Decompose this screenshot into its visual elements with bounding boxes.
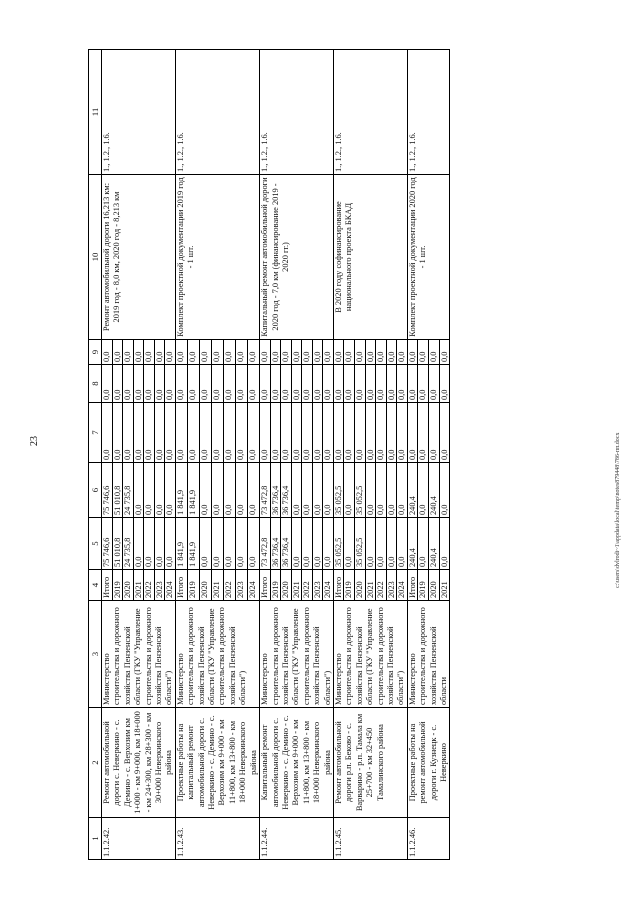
value-cell: 0,0 [102,403,113,463]
value-cell: 0,0 [355,365,366,403]
value-cell: 0,0 [439,340,450,365]
value-cell: 0,0 [376,518,387,570]
executor: Министерство строительства и дорожного хозяйства Пензенской области (ГКУ "Управление строительства и дорожного хозяйства Пензенской области") [102,601,176,708]
year-cell: 2024 [248,570,260,601]
value-cell: 0,0 [355,340,366,365]
activity-name: Проектные работы на ремонт автомобильной дороги г. Кузнецк - с. Неверкино [407,708,450,818]
executor: Министерство строительства и дорожного хозяйства Пензенской области (ГКУ "Управление строительства и дорожного хозяйства Пензенской области") [175,601,259,708]
result-note: Комплект проектной документации 2020 год - 1 шт. [407,175,450,340]
value-cell: 0,0 [102,340,113,365]
value-cell: 0,0 [133,340,144,365]
value-cell: 0,0 [211,340,223,365]
year-cell: 2023 [386,570,397,601]
value-cell: 0,0 [154,365,165,403]
year-cell: 2020 [429,570,440,601]
value-cell: 0,0 [236,518,248,570]
value-cell: 0,0 [199,365,211,403]
value-cell: 0,0 [302,403,313,463]
activity-name: Капитальный ремонт автомобильной дороги с. Неверкино - с. Демино - с. Верхозим км 9+000 - км 11+800, км 13+800 - км 18+000 Неверкинского района [260,708,334,818]
value-cell: 0,0 [211,463,223,518]
value-cell: 0,0 [270,403,281,463]
section-reference: 1., 1.2., 1.6. [175,50,259,175]
year-cell: 2020 [355,570,366,601]
value-cell: 0,0 [281,340,292,365]
item-number: 1.1.2.45. [333,818,407,860]
year-cell: 2021 [211,570,223,601]
result-note: Ремонт автомобильной дороги 16,213 км: 2019 год - 8,0 км, 2020 год - 8,213 км [102,175,176,340]
value-cell: 0,0 [418,340,429,365]
value-cell: 0,0 [165,518,176,570]
value-cell: 0,0 [144,403,155,463]
value-cell: 0,0 [211,365,223,403]
year-cell: 2023 [312,570,323,601]
item-number: 1.1.2.43. [175,818,259,860]
value-cell: 0,0 [112,365,123,403]
value-cell: 0,0 [260,340,271,365]
value-cell: 36 736,4 [281,518,292,570]
value-cell: 0,0 [236,403,248,463]
value-cell: 0,0 [223,403,235,463]
value-cell: 0,0 [133,365,144,403]
year-cell: 2019 [187,570,199,601]
value-cell: 0,0 [291,340,302,365]
value-cell: 240,4 [407,463,418,518]
value-cell: 240,4 [429,463,440,518]
value-cell: 0,0 [281,365,292,403]
year-cell: 2022 [302,570,313,601]
value-cell: 35 052,5 [355,463,366,518]
value-cell: 0,0 [365,403,376,463]
header-cell: 8 [89,365,102,403]
year-cell: Итого [333,570,344,601]
value-cell: 1 841,9 [175,463,187,518]
year-cell: 2020 [281,570,292,601]
value-cell: 0,0 [302,340,313,365]
value-cell: 75 746,6 [102,518,113,570]
value-cell: 0,0 [386,518,397,570]
header-cell: 5 [89,518,102,570]
value-cell: 240,4 [407,518,418,570]
value-cell: 1 841,9 [175,518,187,570]
value-cell: 0,0 [429,365,440,403]
value-cell: 0,0 [291,403,302,463]
activity-name: Проектные работы на капитальный ремонт автомобильной дороги с. Неверкино - с. Демино - с. Верхозим км 9+000 - км 11+800, км 13+800 - км 18+000 Неверкинского района [175,708,259,818]
value-cell: 36 736,4 [281,463,292,518]
value-cell: 0,0 [386,365,397,403]
header-cell: 11 [89,50,102,175]
value-cell: 51 010,8 [112,518,123,570]
table-row [260,50,271,860]
value-cell: 0,0 [418,403,429,463]
value-cell: 240,4 [429,518,440,570]
year-cell: 2022 [376,570,387,601]
value-cell: 0,0 [123,365,134,403]
value-cell: 0,0 [187,340,199,365]
item-number: 1.1.2.42. [102,818,176,860]
value-cell: 0,0 [302,518,313,570]
value-cell: 0,0 [165,365,176,403]
program-activities-table [88,49,450,860]
value-cell: 0,0 [236,365,248,403]
value-cell: 0,0 [248,518,260,570]
result-note: Капитальный ремонт автомобильной дороги 2020 год - 7,0 км (финансирование 2019 - 2020 гг.) [260,175,334,340]
value-cell: 0,0 [344,463,355,518]
value-cell: 0,0 [165,463,176,518]
value-cell: 0,0 [260,365,271,403]
header-cell: 2 [89,708,102,818]
page-number: 23 [29,436,40,446]
value-cell: 75 746,6 [102,463,113,518]
result-note: В 2020 году софинансирование национального проекта БКАД [333,175,407,340]
footer-file-path: c:\users\dvlrodi~1\appdata\local\temp\notes879448\786-пп.docx [615,432,621,588]
header-row [89,50,102,860]
section-reference: 1., 1.2., 1.6. [407,50,450,175]
value-cell: 0,0 [112,403,123,463]
value-cell: 0,0 [397,518,408,570]
value-cell: 0,0 [323,365,334,403]
value-cell: 0,0 [365,365,376,403]
value-cell: 0,0 [386,340,397,365]
value-cell: 0,0 [344,518,355,570]
year-cell: 2023 [236,570,248,601]
value-cell: 0,0 [302,463,313,518]
executor: Министерство строительства и дорожного хозяйства Пензенской области (ГКУ "Управление строительства и дорожного хозяйства Пензенской области") [260,601,334,708]
year-cell: 2024 [397,570,408,601]
year-cell: 2021 [365,570,376,601]
value-cell: 0,0 [344,403,355,463]
value-cell: 0,0 [270,340,281,365]
header-cell: 4 [89,570,102,601]
year-cell: 2024 [323,570,334,601]
year-cell: Итого [175,570,187,601]
value-cell: 0,0 [302,365,313,403]
value-cell: 0,0 [112,340,123,365]
value-cell: 0,0 [199,518,211,570]
value-cell: 0,0 [165,403,176,463]
value-cell: 0,0 [333,365,344,403]
value-cell: 0,0 [144,365,155,403]
value-cell: 0,0 [291,463,302,518]
value-cell: 0,0 [154,403,165,463]
section-reference: 1., 1.2., 1.6. [102,50,176,175]
value-cell: 0,0 [397,463,408,518]
year-cell: 2020 [123,570,134,601]
value-cell: 0,0 [144,463,155,518]
value-cell: 0,0 [223,340,235,365]
table-row [333,50,344,860]
header-cell: 10 [89,175,102,340]
header-cell: 6 [89,463,102,518]
value-cell: 0,0 [175,340,187,365]
value-cell: 0,0 [386,463,397,518]
section-reference: 1., 1.2., 1.6. [260,50,334,175]
value-cell: 0,0 [429,340,440,365]
value-cell: 36 736,4 [270,463,281,518]
activity-name: Ремонт автомобильной дороги с. Неверкино - с. Демино - с. Верхозим км 1+000 - км 9+000, км 18+000 - км 24+300, км 28+300 - км 30+000 Неверкинского района [102,708,176,818]
year-cell: 2021 [439,570,450,601]
value-cell: 0,0 [397,403,408,463]
value-cell: 0,0 [312,365,323,403]
value-cell: 0,0 [418,365,429,403]
value-cell: 0,0 [144,518,155,570]
value-cell: 0,0 [199,463,211,518]
value-cell: 0,0 [175,365,187,403]
value-cell: 73 472,8 [260,463,271,518]
value-cell: 0,0 [199,340,211,365]
executor: Министерство строительства и дорожного хозяйства Пензенской области (ГКУ "Управление строительства и дорожного хозяйства Пензенской области") [333,601,407,708]
value-cell: 24 735,8 [123,463,134,518]
value-cell: 0,0 [365,518,376,570]
value-cell: 0,0 [154,340,165,365]
value-cell: 0,0 [175,403,187,463]
value-cell: 0,0 [211,518,223,570]
value-cell: 0,0 [333,340,344,365]
value-cell: 35 052,5 [333,518,344,570]
header-cell: 7 [89,403,102,463]
table-row [407,50,418,860]
year-cell: 2019 [344,570,355,601]
executor: Министерство строительства и дорожного хозяйства Пензенской области [407,601,450,708]
value-cell: 0,0 [223,518,235,570]
year-cell: 2019 [270,570,281,601]
value-cell: 0,0 [165,340,176,365]
value-cell: 0,0 [397,365,408,403]
year-cell: 2020 [199,570,211,601]
value-cell: 0,0 [199,403,211,463]
value-cell: 0,0 [223,365,235,403]
year-cell: 2022 [144,570,155,601]
value-cell: 1 841,9 [187,518,199,570]
value-cell: 0,0 [144,340,155,365]
value-cell: 0,0 [439,403,450,463]
year-cell: 2023 [154,570,165,601]
value-cell: 0,0 [376,340,387,365]
value-cell: 0,0 [355,403,366,463]
value-cell: 0,0 [312,403,323,463]
value-cell: 0,0 [291,518,302,570]
value-cell: 0,0 [133,518,144,570]
section-reference: 1., 1.2., 1.6. [333,50,407,175]
value-cell: 0,0 [407,365,418,403]
value-cell: 0,0 [365,340,376,365]
value-cell: 0,0 [123,340,134,365]
value-cell: 0,0 [439,518,450,570]
value-cell: 0,0 [187,365,199,403]
value-cell: 0,0 [154,518,165,570]
value-cell: 0,0 [376,365,387,403]
value-cell: 35 052,5 [355,518,366,570]
value-cell: 0,0 [291,365,302,403]
year-cell: 2019 [112,570,123,601]
value-cell: 0,0 [248,340,260,365]
value-cell: 0,0 [439,463,450,518]
value-cell: 0,0 [281,403,292,463]
year-cell: Итого [260,570,271,601]
value-cell: 0,0 [236,463,248,518]
value-cell: 0,0 [429,403,440,463]
header-cell: 9 [89,340,102,365]
value-cell: 0,0 [133,463,144,518]
value-cell: 0,0 [344,340,355,365]
value-cell: 0,0 [418,518,429,570]
header-cell: 1 [89,818,102,860]
value-cell: 0,0 [407,340,418,365]
value-cell: 0,0 [312,518,323,570]
value-cell: 0,0 [312,463,323,518]
item-number: 1.1.2.44. [260,818,334,860]
table-row [175,50,187,860]
value-cell: 0,0 [418,463,429,518]
item-number: 1.1.2.46. [407,818,450,860]
value-cell: 0,0 [248,403,260,463]
value-cell: 0,0 [323,403,334,463]
value-cell: 0,0 [187,403,199,463]
value-cell: 24 735,8 [123,518,134,570]
year-cell: 2019 [418,570,429,601]
value-cell: 0,0 [376,463,387,518]
year-cell: Итого [102,570,113,601]
result-note: Комплект проектной документации 2019 год - 1 шт. [175,175,259,340]
value-cell: 0,0 [365,463,376,518]
value-cell: 0,0 [439,365,450,403]
value-cell: 0,0 [323,518,334,570]
table-row [102,50,113,860]
value-cell: 1 841,9 [187,463,199,518]
value-cell: 0,0 [260,403,271,463]
value-cell: 0,0 [133,403,144,463]
value-cell: 0,0 [312,340,323,365]
value-cell: 51 010,8 [112,463,123,518]
year-cell: 2021 [291,570,302,601]
value-cell: 0,0 [333,403,344,463]
value-cell: 0,0 [248,463,260,518]
value-cell: 0,0 [270,365,281,403]
value-cell: 0,0 [344,365,355,403]
value-cell: 35 052,5 [333,463,344,518]
value-cell: 0,0 [123,403,134,463]
activity-name: Ремонт автомобильной дороги р.п. Беково - с. Варварино - р.п. Тамала км 25+700 - км 32+450 Тамалинского района [333,708,407,818]
value-cell: 0,0 [248,365,260,403]
year-cell: 2021 [133,570,144,601]
header-cell: 3 [89,601,102,708]
value-cell: 0,0 [211,403,223,463]
value-cell: 0,0 [102,365,113,403]
value-cell: 36 736,4 [270,518,281,570]
year-cell: Итого [407,570,418,601]
value-cell: 0,0 [386,403,397,463]
value-cell: 0,0 [236,340,248,365]
value-cell: 0,0 [223,463,235,518]
value-cell: 73 472,8 [260,518,271,570]
year-cell: 2022 [223,570,235,601]
value-cell: 0,0 [323,340,334,365]
value-cell: 0,0 [154,463,165,518]
value-cell: 0,0 [323,463,334,518]
value-cell: 0,0 [376,403,387,463]
year-cell: 2024 [165,570,176,601]
rotated-table-container [88,50,558,860]
value-cell: 0,0 [397,340,408,365]
value-cell: 0,0 [407,403,418,463]
